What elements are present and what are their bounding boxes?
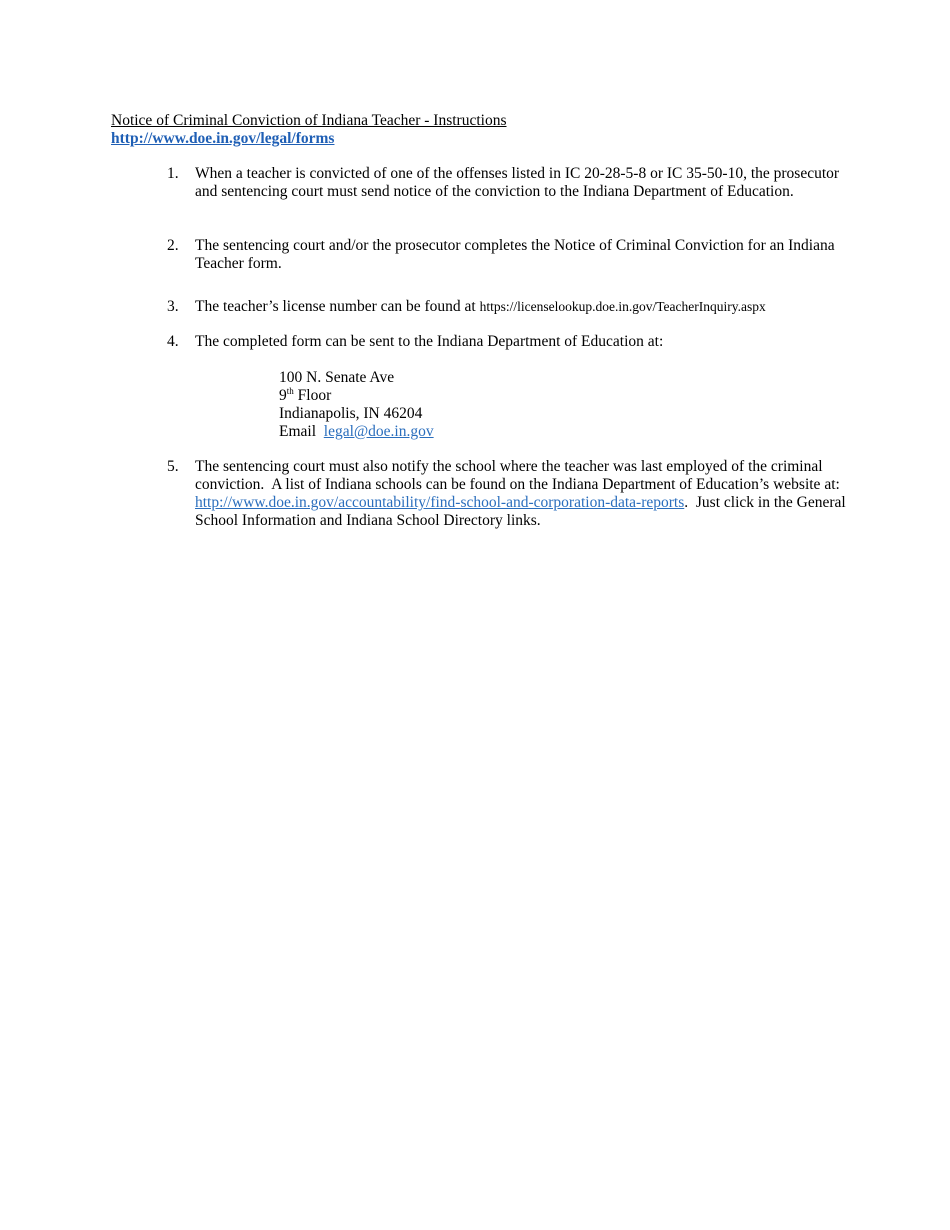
address-floor xyxy=(279,387,434,405)
address-street: 100 N. Senate Ave xyxy=(279,369,395,386)
item-text xyxy=(195,298,847,316)
floor-suffix: th xyxy=(286,385,294,396)
document-title: Notice of Criminal Conviction of Indiana Teacher - Instructions xyxy=(111,112,507,129)
item-text: The completed form can be sent to the Indiana Department of Education at: xyxy=(195,333,664,350)
list-item xyxy=(167,333,847,351)
list-item xyxy=(167,298,847,316)
item-text-lead: The sentencing court must also notify the school where the teacher was last employed of the criminal conviction. A list of Indiana schools can be found on the Indiana Department of Education’s website at: xyxy=(195,458,848,493)
item-number: 3. xyxy=(167,298,179,315)
item-text: When a teacher is convicted of one of the offenses listed in IC 20-28-5-8 or IC 35-50-10, the prosecutor and sentencing court must send notice of the conviction to the Indiana Department of Education. xyxy=(195,165,840,200)
email-label: Email xyxy=(279,423,324,440)
item-text: The sentencing court and/or the prosecutor completes the Notice of Criminal Conviction for an Indiana Teacher form. xyxy=(195,237,835,272)
floor-number: 9 xyxy=(279,387,287,404)
item-text-tail: . Just click in the General School Information and Indiana School Directory links. xyxy=(195,494,850,529)
item-text xyxy=(195,458,850,530)
school-directory-link[interactable]: http://www.doe.in.gov/accountability/find-school-and-corporation-data-reports xyxy=(195,494,685,511)
list-item xyxy=(167,458,850,530)
email-link[interactable]: legal@doe.in.gov xyxy=(323,423,434,440)
address-email-row xyxy=(279,423,434,441)
forms-link[interactable]: http://www.doe.in.gov/legal/forms xyxy=(111,130,335,147)
license-lookup-url: https://licenselookup.doe.in.gov/TeacherInquiry.aspx xyxy=(479,299,766,314)
item-number: 4. xyxy=(167,333,179,350)
item-number: 5. xyxy=(167,458,179,475)
item-text-lead: The teacher’s license number can be found at xyxy=(195,298,480,315)
item-number: 2. xyxy=(167,237,179,254)
address-city: Indianapolis, IN 46204 xyxy=(279,405,423,422)
list-item xyxy=(167,237,847,273)
item-number: 1. xyxy=(167,165,179,182)
mailing-address xyxy=(279,369,434,441)
list-item xyxy=(167,165,847,201)
floor-label: Floor xyxy=(293,387,332,404)
